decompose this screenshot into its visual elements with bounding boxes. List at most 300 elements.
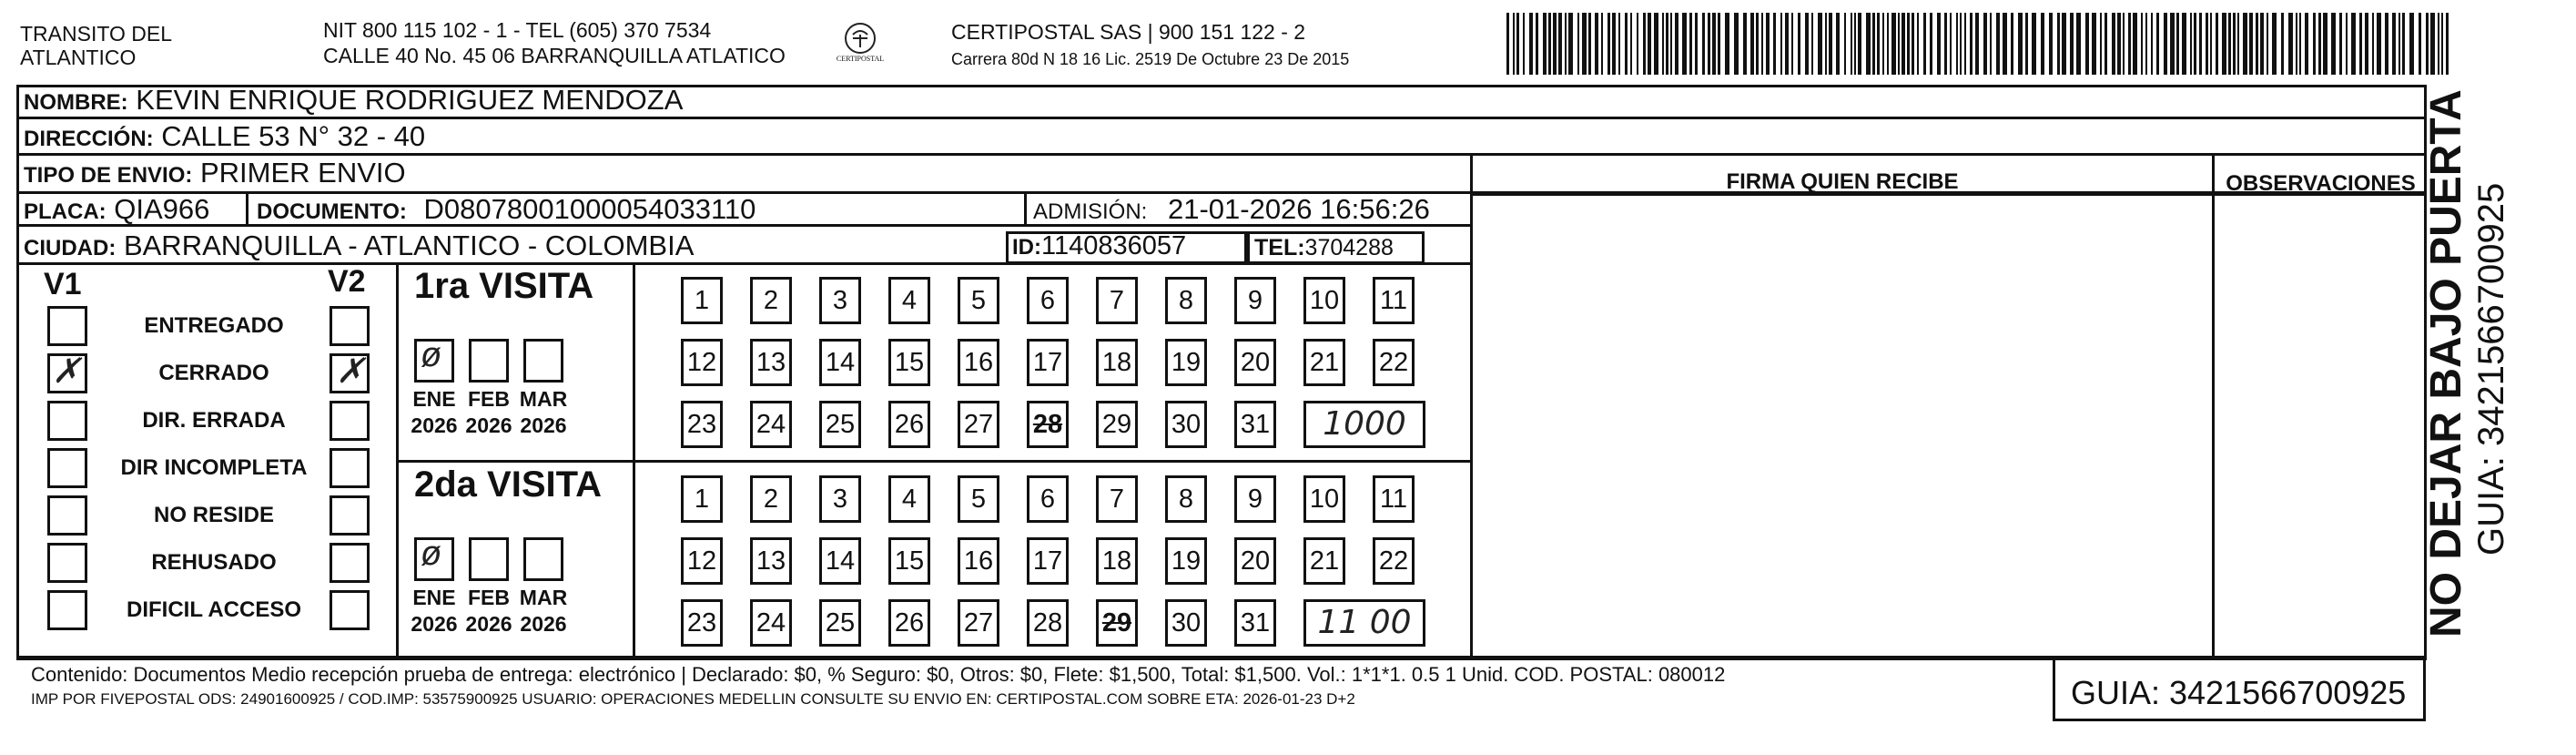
barcode-bar bbox=[1917, 13, 1919, 75]
day-box[interactable]: 18 bbox=[1096, 537, 1138, 585]
barcode-bar bbox=[2256, 13, 2258, 75]
barcode-bar bbox=[2409, 13, 2414, 75]
tel-label: TEL: bbox=[1254, 235, 1305, 260]
documento-label: DOCUMENTO: bbox=[257, 199, 407, 224]
barcode-bar bbox=[2145, 13, 2147, 75]
direccion-field bbox=[24, 120, 425, 156]
barcode-bar bbox=[1618, 13, 1620, 75]
barcode-bar bbox=[2318, 13, 2321, 75]
day-box[interactable]: 17 bbox=[1027, 339, 1069, 386]
tipo-envio-field bbox=[24, 157, 406, 192]
certipostal-logo bbox=[833, 18, 887, 73]
day-box[interactable]: 3 bbox=[819, 475, 861, 523]
barcode-bar bbox=[2296, 13, 2297, 75]
barcode-bar bbox=[1891, 13, 1896, 75]
barcode-bar bbox=[2003, 13, 2007, 75]
day-box[interactable]: 3 bbox=[819, 277, 861, 324]
barcode-bar bbox=[1662, 13, 1664, 75]
barcode-bar bbox=[2141, 13, 2143, 75]
direccion-value: CALLE 53 N° 32 - 40 bbox=[161, 120, 426, 152]
day-box[interactable]: 12 bbox=[681, 339, 723, 386]
org-name-line2: ATLANTICO bbox=[20, 46, 137, 69]
barcode-bar bbox=[1923, 13, 1926, 75]
id-value: 1140836057 bbox=[1041, 231, 1187, 260]
barcode-bar bbox=[1937, 13, 1941, 75]
v1-checkbox[interactable] bbox=[47, 590, 87, 630]
admision-label: ADMISIÓN: bbox=[1033, 199, 1148, 224]
barcode-bar bbox=[1887, 13, 1889, 75]
company-line: CERTIPOSTAL SAS | 900 151 122 - 2 bbox=[951, 20, 1306, 44]
barcode-bar bbox=[2128, 13, 2131, 75]
barcode-bar bbox=[2305, 13, 2308, 75]
barcode-bar bbox=[2216, 13, 2218, 75]
day-box[interactable]: 24 bbox=[750, 599, 792, 647]
barcode-bar bbox=[1907, 13, 1910, 75]
barcode-bar bbox=[2032, 13, 2036, 75]
status-label: DIR INCOMPLETA bbox=[120, 455, 308, 480]
barcode-bar bbox=[2092, 13, 2096, 75]
barcode-bar bbox=[1773, 13, 1776, 75]
barcode-bar bbox=[2164, 13, 2167, 75]
barcode-bar bbox=[1712, 13, 1716, 75]
tipo-envio-value: PRIMER ENVIO bbox=[199, 157, 406, 189]
barcode-bar bbox=[2085, 13, 2089, 75]
visit-title: 1ra VISITA bbox=[414, 266, 594, 306]
barcode-bar bbox=[1877, 13, 1880, 75]
placa-field bbox=[24, 193, 209, 229]
barcode-bar bbox=[2441, 13, 2443, 75]
barcode-bar bbox=[2267, 13, 2268, 75]
barcode-bar bbox=[1630, 13, 1632, 75]
day-box[interactable]: 2 bbox=[750, 277, 792, 324]
status-label: REHUSADO bbox=[151, 550, 277, 575]
footer-imp: IMP POR FIVEPOSTAL ODS: 24901600925 / COD.IMP: 53575900925 USUARIO: OPERACIONES MEDELLIN CONSULTE SU ENVIO EN: CERTIPOSTAL.COM SOBRE ETA: 2026-01-23 D+2 bbox=[31, 690, 1355, 708]
day-box[interactable]: 30 bbox=[1165, 401, 1207, 448]
barcode-bar bbox=[2299, 13, 2301, 75]
tel-value: 3704288 bbox=[1304, 235, 1394, 260]
barcode-bar bbox=[2430, 13, 2435, 75]
day-box[interactable]: 21 bbox=[1303, 339, 1345, 386]
barcode-bar bbox=[1648, 13, 1651, 75]
barcode-bar bbox=[1858, 13, 1861, 75]
barcode-bar bbox=[1956, 13, 1958, 75]
barcode-bar bbox=[1670, 13, 1672, 75]
day-box[interactable]: 2 bbox=[750, 475, 792, 523]
barcode-bar bbox=[1811, 13, 1813, 75]
barcode-bar bbox=[1780, 13, 1782, 75]
barcode-bar bbox=[1588, 13, 1591, 75]
day-box[interactable]: 31 bbox=[1234, 401, 1276, 448]
barcode-bar bbox=[1912, 13, 1914, 75]
barcode-bar bbox=[2117, 13, 2121, 75]
day-box[interactable]: 22 bbox=[1373, 537, 1415, 585]
month-label: MAR 2026 bbox=[519, 387, 568, 437]
barcode-bar bbox=[2049, 13, 2053, 75]
barcode-bar bbox=[1996, 13, 2000, 75]
barcode-bar bbox=[1734, 13, 1739, 75]
day-box[interactable]: 24 bbox=[750, 401, 792, 448]
barcode-bar bbox=[2339, 13, 2342, 75]
barcode-bar bbox=[2260, 13, 2264, 75]
day-box[interactable]: 29 bbox=[1096, 401, 1138, 448]
admision-field bbox=[1033, 193, 1430, 229]
status-label: ENTREGADO bbox=[144, 313, 284, 338]
barcode-bar bbox=[1529, 13, 1533, 75]
barcode-bar bbox=[2011, 13, 2013, 75]
handwritten-time: 11 00 bbox=[1317, 604, 1412, 641]
v1-checkbox[interactable] bbox=[47, 543, 87, 583]
day-box[interactable]: 9 bbox=[1234, 277, 1276, 324]
v1-checkbox[interactable] bbox=[47, 495, 87, 536]
day-box[interactable]: 1 bbox=[681, 277, 723, 324]
barcode-bar bbox=[1756, 13, 1759, 75]
v2-checkbox[interactable] bbox=[330, 448, 370, 488]
barcode-bar bbox=[1990, 13, 1992, 75]
v1-checkbox[interactable] bbox=[47, 448, 87, 488]
barcode-bar bbox=[1761, 13, 1763, 75]
barcode-bar bbox=[1577, 13, 1579, 75]
barcode-bar bbox=[2070, 13, 2074, 75]
visit-title: 2da VISITA bbox=[414, 464, 602, 505]
barcode-bar bbox=[1866, 13, 1871, 75]
barcode-bar bbox=[2385, 13, 2388, 75]
barcode-bar bbox=[1682, 13, 1687, 75]
barcode-bar bbox=[2372, 13, 2374, 75]
nombre-field bbox=[24, 84, 683, 119]
barcode-bar bbox=[2228, 13, 2231, 75]
barcode-bar bbox=[2123, 13, 2125, 75]
barcode-bar bbox=[2112, 13, 2115, 75]
id-field bbox=[1012, 230, 1186, 264]
barcode-bar bbox=[1582, 13, 1587, 75]
day-box[interactable]: 20 bbox=[1234, 339, 1276, 386]
day-box[interactable]: 12 bbox=[681, 537, 723, 585]
barcode-bar bbox=[1702, 13, 1705, 75]
barcode-bar bbox=[1872, 13, 1875, 75]
month-checkbox[interactable] bbox=[523, 339, 563, 383]
handwritten-time: 1000 bbox=[1323, 405, 1406, 443]
day-box[interactable]: 13 bbox=[750, 537, 792, 585]
barcode-bar bbox=[1536, 13, 1538, 75]
barcode-bar bbox=[1516, 13, 1519, 75]
day-box[interactable]: 15 bbox=[888, 537, 930, 585]
barcode-bar bbox=[1836, 13, 1840, 75]
barcode-bar bbox=[1930, 13, 1932, 75]
barcode-bar bbox=[1818, 13, 1822, 75]
nombre-label: NOMBRE: bbox=[24, 90, 128, 115]
barcode-bar bbox=[1695, 13, 1698, 75]
day-box[interactable]: 19 bbox=[1165, 339, 1207, 386]
barcode-bar bbox=[2182, 13, 2186, 75]
barcode-bar bbox=[1553, 13, 1557, 75]
barcode-bar bbox=[2176, 13, 2179, 75]
barcode-bar bbox=[1950, 13, 1952, 75]
barcode-bar bbox=[1689, 13, 1692, 75]
barcode-bar bbox=[2313, 13, 2316, 75]
month-label: ENE 2026 bbox=[411, 387, 458, 437]
v2-checkbox[interactable] bbox=[330, 353, 370, 393]
barcode-bar bbox=[2399, 13, 2400, 75]
barcode-bar bbox=[1750, 13, 1754, 75]
status-label: DIR. ERRADA bbox=[142, 408, 286, 433]
side-guia: GUIA: 3421566700925 bbox=[2471, 182, 2511, 556]
barcode-bar bbox=[1851, 13, 1852, 75]
month-checkbox[interactable] bbox=[414, 537, 454, 581]
no-dejar-bajo-puerta: NO DEJAR BAJO PUERTA bbox=[2422, 89, 2470, 638]
barcode-bar bbox=[2100, 13, 2102, 75]
day-box[interactable]: 23 bbox=[681, 401, 723, 448]
status-label: CERRADO bbox=[158, 361, 269, 385]
barcode-bar bbox=[2233, 13, 2236, 75]
v2-checkbox[interactable] bbox=[330, 495, 370, 536]
barcode-bar bbox=[1548, 13, 1551, 75]
barcode-bar bbox=[2377, 13, 2381, 75]
barcode-bar bbox=[1983, 13, 1987, 75]
barcode-bar bbox=[2057, 13, 2060, 75]
barcode-bar bbox=[1708, 13, 1710, 75]
barcode-bar bbox=[2438, 13, 2439, 75]
day-box[interactable]: 11 bbox=[1373, 277, 1415, 324]
time-box[interactable] bbox=[1303, 401, 1425, 448]
admision-value: 21-01-2026 16:56:26 bbox=[1167, 193, 1430, 225]
day-box[interactable]: 13 bbox=[750, 339, 792, 386]
status-label: NO RESIDE bbox=[153, 503, 275, 527]
day-box[interactable]: 31 bbox=[1234, 599, 1276, 647]
barcode-bar bbox=[1643, 13, 1646, 75]
barcode-bar bbox=[2206, 13, 2208, 75]
tipo-envio-label: TIPO DE ENVIO: bbox=[24, 163, 193, 188]
day-box[interactable]: 1 bbox=[681, 475, 723, 523]
ciudad-label: CIUDAD: bbox=[24, 236, 117, 260]
documento-value: D08078001000054033110 bbox=[423, 193, 756, 225]
month-label: FEB 2026 bbox=[465, 387, 512, 437]
barcode-bar bbox=[2025, 13, 2028, 75]
documento-field bbox=[257, 193, 756, 229]
day-box[interactable]: 28 bbox=[1027, 401, 1069, 448]
day-box[interactable]: 25 bbox=[819, 401, 861, 448]
v1-checkbox[interactable] bbox=[47, 401, 87, 441]
day-box[interactable]: 23 bbox=[681, 599, 723, 647]
day-box[interactable]: 5 bbox=[958, 475, 999, 523]
day-box[interactable]: 14 bbox=[819, 537, 861, 585]
barcode-bar bbox=[1612, 13, 1616, 75]
month-check-mark: ø bbox=[421, 336, 442, 374]
day-box[interactable]: 4 bbox=[888, 475, 930, 523]
barcode-bar bbox=[1568, 13, 1573, 75]
barcode-bar bbox=[2156, 13, 2159, 75]
month-label: MAR 2026 bbox=[519, 586, 568, 636]
day-box[interactable]: 20 bbox=[1234, 537, 1276, 585]
v2-check-mark: ✗ bbox=[336, 352, 365, 391]
barcode-bar bbox=[2041, 13, 2044, 75]
barcode-bar bbox=[2243, 13, 2247, 75]
day-box[interactable]: 29 bbox=[1096, 599, 1138, 647]
v1-header: V1 bbox=[44, 267, 82, 301]
ciudad-value: BARRANQUILLA - ATLANTICO - COLOMBIA bbox=[123, 230, 695, 261]
barcode-bar bbox=[2392, 13, 2396, 75]
barcode-bar bbox=[1805, 13, 1809, 75]
day-box[interactable]: 9 bbox=[1234, 475, 1276, 523]
day-box[interactable]: 15 bbox=[888, 339, 930, 386]
day-box[interactable]: 28 bbox=[1027, 599, 1069, 647]
day-box[interactable]: 4 bbox=[888, 277, 930, 324]
barcode-bar bbox=[1625, 13, 1628, 75]
status-label: DIFICIL ACCESO bbox=[126, 597, 301, 622]
ciudad-field bbox=[24, 230, 694, 265]
barcode-bar bbox=[1854, 13, 1856, 75]
barcode-bar bbox=[1595, 13, 1598, 75]
barcode-bar bbox=[2194, 13, 2196, 75]
barcode-bar bbox=[1970, 13, 1973, 75]
barcode-icon bbox=[1506, 13, 2458, 75]
barcode-bar bbox=[1543, 13, 1547, 75]
day-box[interactable]: 6 bbox=[1027, 277, 1069, 324]
v2-checkbox[interactable] bbox=[330, 401, 370, 441]
barcode-bar bbox=[1743, 13, 1747, 75]
day-box[interactable]: 18 bbox=[1096, 339, 1138, 386]
barcode-bar bbox=[2210, 13, 2212, 75]
barcode-bar bbox=[2419, 13, 2421, 75]
month-label: ENE 2026 bbox=[411, 586, 458, 636]
barcode-bar bbox=[2237, 13, 2239, 75]
v2-checkbox[interactable] bbox=[330, 590, 370, 630]
day-box[interactable]: 14 bbox=[819, 339, 861, 386]
day-box[interactable]: 7 bbox=[1096, 475, 1138, 523]
barcode-bar bbox=[2351, 13, 2356, 75]
day-box[interactable]: 17 bbox=[1027, 537, 1069, 585]
barcode-bar bbox=[2249, 13, 2253, 75]
placa-label: PLACA: bbox=[24, 199, 106, 224]
barcode-bar bbox=[2199, 13, 2202, 75]
nit-line: NIT 800 115 102 - 1 - TEL (605) 370 7534 bbox=[323, 18, 712, 42]
barcode-bar bbox=[2170, 13, 2175, 75]
barcode-bar bbox=[1565, 13, 1567, 75]
barcode-bar bbox=[2190, 13, 2192, 75]
barcode-bar bbox=[1558, 13, 1562, 75]
day-box[interactable]: 27 bbox=[958, 599, 999, 647]
barcode-bar bbox=[2062, 13, 2066, 75]
observaciones-header: OBSERVACIONES bbox=[2226, 171, 2416, 196]
barcode-bar bbox=[2133, 13, 2137, 75]
barcode-bar bbox=[1766, 13, 1770, 75]
tel-field bbox=[1254, 231, 1394, 264]
barcode-bar bbox=[1791, 13, 1793, 75]
day-box[interactable]: 22 bbox=[1373, 339, 1415, 386]
barcode-bar bbox=[1785, 13, 1789, 75]
barcode-bar bbox=[1506, 13, 1509, 75]
barcode-bar bbox=[2426, 13, 2429, 75]
firma-header: FIRMA QUIEN RECIBE bbox=[1726, 169, 1959, 194]
barcode-bar bbox=[2018, 13, 2023, 75]
day-box[interactable]: 7 bbox=[1096, 277, 1138, 324]
month-checkbox[interactable] bbox=[469, 537, 509, 581]
barcode-bar bbox=[1944, 13, 1947, 75]
barcode-bar bbox=[2151, 13, 2153, 75]
barcode-bar bbox=[2104, 13, 2107, 75]
id-label: ID: bbox=[1012, 235, 1041, 260]
barcode-bar bbox=[1654, 13, 1658, 75]
v2-checkbox[interactable] bbox=[330, 306, 370, 346]
barcode-bar bbox=[1523, 13, 1525, 75]
barcode-bar bbox=[2323, 13, 2328, 75]
day-box[interactable]: 30 bbox=[1165, 599, 1207, 647]
day-box[interactable]: 5 bbox=[958, 277, 999, 324]
day-box[interactable]: 26 bbox=[888, 401, 930, 448]
month-checkbox[interactable] bbox=[469, 339, 509, 383]
day-box[interactable]: 25 bbox=[819, 599, 861, 647]
barcode-bar bbox=[2365, 13, 2368, 75]
month-checkbox[interactable] bbox=[523, 537, 563, 581]
day-box[interactable]: 21 bbox=[1303, 537, 1345, 585]
barcode-bar bbox=[1964, 13, 1966, 75]
license-line: Carrera 80d N 18 16 Lic. 2519 De Octubre 23 De 2015 bbox=[951, 50, 1350, 68]
barcode-bar bbox=[1718, 13, 1720, 75]
day-box[interactable]: 10 bbox=[1303, 475, 1345, 523]
barcode-bar bbox=[1798, 13, 1800, 75]
day-box[interactable]: 26 bbox=[888, 599, 930, 647]
barcode-bar bbox=[1960, 13, 1962, 75]
v1-checkbox[interactable] bbox=[47, 306, 87, 346]
month-check-mark: ø bbox=[421, 535, 442, 573]
barcode-bar bbox=[2288, 13, 2293, 75]
barcode-bar bbox=[2446, 13, 2449, 75]
barcode-bar bbox=[1825, 13, 1827, 75]
day-box[interactable]: 8 bbox=[1165, 277, 1207, 324]
barcode-bar bbox=[1882, 13, 1884, 75]
day-box[interactable]: 11 bbox=[1373, 475, 1415, 523]
org-name-line1: TRANSITO DEL bbox=[20, 22, 172, 46]
barcode-bar bbox=[2281, 13, 2284, 75]
day-box[interactable]: 27 bbox=[958, 401, 999, 448]
day-box[interactable]: 10 bbox=[1303, 277, 1345, 324]
v2-checkbox[interactable] bbox=[330, 543, 370, 583]
barcode-bar bbox=[1607, 13, 1610, 75]
month-checkbox[interactable] bbox=[414, 336, 454, 383]
barcode-bar bbox=[2222, 13, 2226, 75]
nombre-value: KEVIN ENRIQUE RODRIGUEZ MENDOZA bbox=[136, 84, 684, 116]
day-box[interactable]: 16 bbox=[958, 339, 999, 386]
barcode-bar bbox=[2359, 13, 2362, 75]
barcode-bar bbox=[2402, 13, 2405, 75]
barcode-bar bbox=[1902, 13, 1905, 75]
barcode-bar bbox=[1513, 13, 1515, 75]
guia-box-text: GUIA: 3421566700925 bbox=[2071, 674, 2407, 711]
barcode-bar bbox=[1975, 13, 1979, 75]
day-box[interactable]: 6 bbox=[1027, 475, 1069, 523]
direccion-label: DIRECCIÓN: bbox=[24, 127, 154, 151]
placa-value: QIA966 bbox=[114, 193, 210, 225]
v1-checkbox[interactable] bbox=[47, 353, 87, 393]
barcode-bar bbox=[1898, 13, 1900, 75]
month-label: FEB 2026 bbox=[465, 586, 512, 636]
barcode-bar bbox=[1829, 13, 1832, 75]
v1-check-mark: ✗ bbox=[52, 352, 81, 391]
day-box[interactable]: 19 bbox=[1165, 537, 1207, 585]
day-box[interactable]: 8 bbox=[1165, 475, 1207, 523]
v2-header: V2 bbox=[328, 264, 366, 299]
barcode-bar bbox=[1844, 13, 1846, 75]
barcode-bar bbox=[2272, 13, 2277, 75]
barcode-bar bbox=[2331, 13, 2336, 75]
day-box[interactable]: 16 bbox=[958, 537, 999, 585]
barcode-bar bbox=[1601, 13, 1603, 75]
time-box[interactable] bbox=[1303, 599, 1425, 647]
barcode-bar bbox=[1675, 13, 1678, 75]
address-line: CALLE 40 No. 45 06 BARRANQUILLA ATLATICO bbox=[323, 44, 786, 67]
footer-contenido: Contenido: Documentos Medio recepción prueba de entrega: electrónico | Declarado: $0, % Seguro: $0, Otros: $0, Flete: $1,500, Total: $1,500. Vol.: 1*1*1. 0.5 1 Unid. COD. POSTAL: 080012 bbox=[31, 663, 1726, 686]
barcode-bar bbox=[2346, 13, 2348, 75]
barcode-bar bbox=[1725, 13, 1729, 75]
